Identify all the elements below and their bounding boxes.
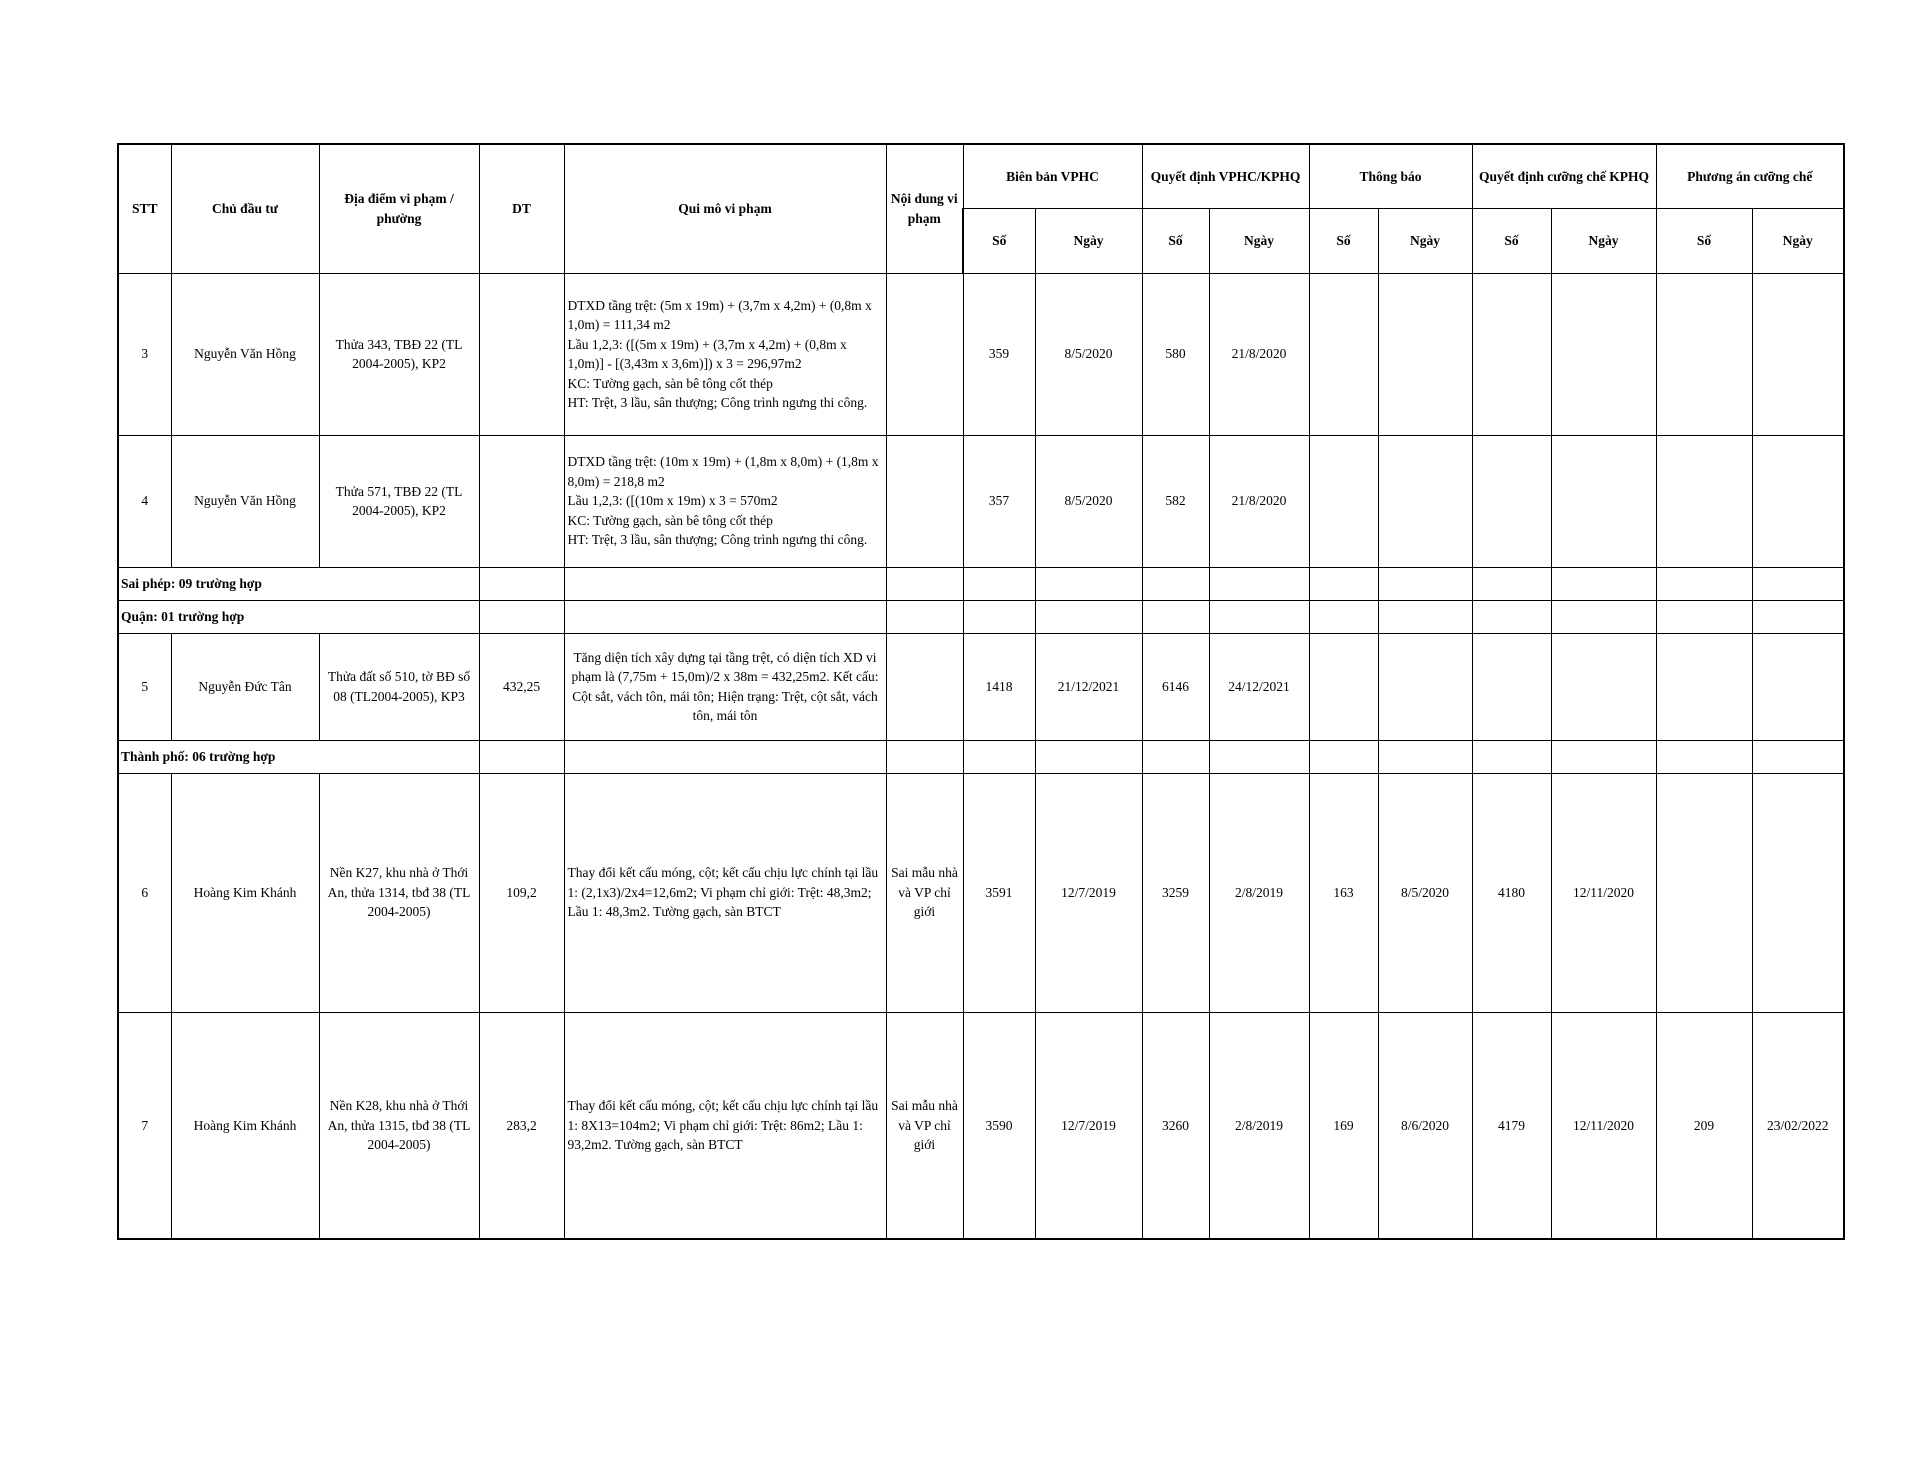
section-row (118, 567, 1844, 600)
section-row (118, 600, 1844, 633)
cell-bb-so: 3590 (963, 1012, 1035, 1239)
cell-scale: DTXD tầng trệt: (5m x 19m) + (3,7m x 4,2m) + (0,8m x 1,0m) = 111,34 m2 Lầu 1,2,3: ([(5m x 19m) + (3,7m x 4,2m) + (0,8m x 1,0m)] - [(3,43m x 3,6m)]) x 3 = 296,97m2 KC: Tường gạch, sàn bê tông cốt thép HT: Trệt, 3 lầu, sân thượng; Công trình ngưng thi công. (564, 273, 886, 435)
table-row (118, 633, 1844, 740)
cell-pa-ngay (1752, 435, 1844, 567)
header-quyetdinh: Quyết định VPHC/KPHQ (1142, 144, 1309, 208)
cell-cc-ngay (1551, 633, 1656, 740)
cell-bb-ngay: 8/5/2020 (1035, 435, 1142, 567)
cell-bb-so: 1418 (963, 633, 1035, 740)
cell-owner: Nguyễn Đức Tân (171, 633, 319, 740)
cell-bb-ngay: 21/12/2021 (1035, 633, 1142, 740)
cell-qd-so: 3259 (1142, 773, 1209, 1012)
table-row (118, 773, 1844, 1012)
section-thanhpho: Thành phố: 06 trường hợp (118, 740, 479, 773)
cell-tb-ngay (1378, 435, 1472, 567)
header-pa-so: Số (1656, 208, 1752, 273)
cell-scale: Thay đổi kết cấu móng, cột; kết cấu chịu lực chính tại lầu 1: 8X13=104m2; Vi phạm chỉ giới: Trệt: 86m2; Lầu 1: 93,2m2. Tường gạch, sàn BTCT (564, 1012, 886, 1239)
cell-tb-so: 169 (1309, 1012, 1378, 1239)
table-row (118, 273, 1844, 435)
cell-location: Thửa 343, TBĐ 22 (TL 2004-2005), KP2 (319, 273, 479, 435)
cell-stt: 4 (118, 435, 171, 567)
cell-stt: 6 (118, 773, 171, 1012)
cell-area: 109,2 (479, 773, 564, 1012)
header-qd-ngay: Ngày (1209, 208, 1309, 273)
cell-pa-ngay (1752, 633, 1844, 740)
cell-tb-ngay (1378, 273, 1472, 435)
section-quan: Quận: 01 trường hợp (118, 600, 479, 633)
cell-content (886, 435, 963, 567)
cell-cc-ngay (1551, 273, 1656, 435)
header-cc-ngay: Ngày (1551, 208, 1656, 273)
cell-cc-ngay: 12/11/2020 (1551, 773, 1656, 1012)
cell-stt: 5 (118, 633, 171, 740)
cell-bb-ngay: 12/7/2019 (1035, 773, 1142, 1012)
cell-tb-so: 163 (1309, 773, 1378, 1012)
cell-bb-ngay: 12/7/2019 (1035, 1012, 1142, 1239)
cell-bb-ngay: 8/5/2020 (1035, 273, 1142, 435)
cell-tb-ngay: 8/5/2020 (1378, 773, 1472, 1012)
cell-content (886, 273, 963, 435)
cell-qd-so: 3260 (1142, 1012, 1209, 1239)
cell-area (479, 273, 564, 435)
table-row (118, 435, 1844, 567)
header-tb-ngay: Ngày (1378, 208, 1472, 273)
section-saiphep: Sai phép: 09 trường hợp (118, 567, 479, 600)
cell-scale: DTXD tầng trệt: (10m x 19m) + (1,8m x 8,0m) + (1,8m x 8,0m) = 218,8 m2 Lầu 1,2,3: ([(10m x 19m) x 3 = 570m2 KC: Tường gạch, sàn bê tông cốt thép HT: Trệt, 3 lầu, sân thượng; Công trình ngưng thi công. (564, 435, 886, 567)
cell-pa-ngay: 23/02/2022 (1752, 1012, 1844, 1239)
cell-tb-so (1309, 273, 1378, 435)
cell-qd-ngay: 24/12/2021 (1209, 633, 1309, 740)
cell-location: Thửa 571, TBĐ 22 (TL 2004-2005), KP2 (319, 435, 479, 567)
cell-owner: Nguyễn Văn Hồng (171, 273, 319, 435)
cell-owner: Hoàng Kim Khánh (171, 1012, 319, 1239)
cell-cc-ngay: 12/11/2020 (1551, 1012, 1656, 1239)
cell-pa-so (1656, 273, 1752, 435)
header-bb-ngay: Ngày (1035, 208, 1142, 273)
cell-content: Sai mẫu nhà và VP chỉ giới (886, 1012, 963, 1239)
cell-pa-so (1656, 773, 1752, 1012)
cell-pa-so (1656, 633, 1752, 740)
cell-tb-so (1309, 633, 1378, 740)
table-row (118, 1012, 1844, 1239)
cell-location: Nền K27, khu nhà ở Thới An, thửa 1314, tbđ 38 (TL 2004-2005) (319, 773, 479, 1012)
header-bienban: Biên bản VPHC (963, 144, 1142, 208)
cell-bb-so: 3591 (963, 773, 1035, 1012)
cell-qd-ngay: 2/8/2019 (1209, 1012, 1309, 1239)
header-qd-so: Số (1142, 208, 1209, 273)
cell-pa-ngay (1752, 273, 1844, 435)
cell-tb-ngay: 8/6/2020 (1378, 1012, 1472, 1239)
cell-qd-ngay: 2/8/2019 (1209, 773, 1309, 1012)
cell-cc-so: 4180 (1472, 773, 1551, 1012)
cell-pa-ngay (1752, 773, 1844, 1012)
cell-qd-ngay: 21/8/2020 (1209, 435, 1309, 567)
header-scale: Qui mô vi phạm (564, 144, 886, 273)
cell-qd-so: 6146 (1142, 633, 1209, 740)
cell-area: 283,2 (479, 1012, 564, 1239)
header-cc-so: Số (1472, 208, 1551, 273)
cell-cc-so (1472, 435, 1551, 567)
cell-location: Nền K28, khu nhà ở Thới An, thửa 1315, tbđ 38 (TL 2004-2005) (319, 1012, 479, 1239)
cell-cc-ngay (1551, 435, 1656, 567)
cell-stt: 7 (118, 1012, 171, 1239)
cell-tb-ngay (1378, 633, 1472, 740)
cell-area: 432,25 (479, 633, 564, 740)
cell-location: Thửa đất số 510, tờ BĐ số 08 (TL2004-2005), KP3 (319, 633, 479, 740)
cell-area (479, 435, 564, 567)
header-thongbao: Thông báo (1309, 144, 1472, 208)
cell-content (886, 633, 963, 740)
header-owner: Chủ đầu tư (171, 144, 319, 273)
cell-scale: Tăng diện tích xây dựng tại tầng trệt, có diện tích XD vi phạm là (7,75m + 15,0m)/2 x 38m = 432,25m2. Kết cấu: Cột sắt, vách tôn, mái tôn; Hiện trạng: Trệt, cột sắt, vách tôn, mái tôn (564, 633, 886, 740)
cell-content: Sai mẫu nhà và VP chỉ giới (886, 773, 963, 1012)
cell-pa-so: 209 (1656, 1012, 1752, 1239)
cell-scale: Thay đổi kết cấu móng, cột; kết cấu chịu lực chính tại lầu 1: (2,1x3)/2x4=12,6m2; Vi phạm chỉ giới: Trệt: 48,3m2; Lầu 1: 48,3m2. Tường gạch, sàn BTCT (564, 773, 886, 1012)
cell-bb-so: 357 (963, 435, 1035, 567)
header-tb-so: Số (1309, 208, 1378, 273)
header-pa-ngay: Ngày (1752, 208, 1844, 273)
cell-cc-so: 4179 (1472, 1012, 1551, 1239)
cell-cc-so (1472, 633, 1551, 740)
header-area: DT (479, 144, 564, 273)
cell-tb-so (1309, 435, 1378, 567)
header-location: Địa điểm vi phạm / phường (319, 144, 479, 273)
cell-qd-so: 582 (1142, 435, 1209, 567)
header-cuongche: Quyết định cưỡng chế KPHQ (1472, 144, 1656, 208)
header-bb-so: Số (963, 208, 1035, 273)
violations-table (117, 143, 1845, 1240)
cell-qd-so: 580 (1142, 273, 1209, 435)
section-row (118, 740, 1844, 773)
header-phuongan: Phương án cưỡng chế (1656, 144, 1844, 208)
cell-qd-ngay: 21/8/2020 (1209, 273, 1309, 435)
cell-cc-so (1472, 273, 1551, 435)
header-content: Nội dung vi phạm (886, 144, 963, 273)
cell-bb-so: 359 (963, 273, 1035, 435)
cell-owner: Hoàng Kim Khánh (171, 773, 319, 1012)
header-stt: STT (118, 144, 171, 273)
cell-owner: Nguyễn Văn Hồng (171, 435, 319, 567)
cell-pa-so (1656, 435, 1752, 567)
cell-stt: 3 (118, 273, 171, 435)
